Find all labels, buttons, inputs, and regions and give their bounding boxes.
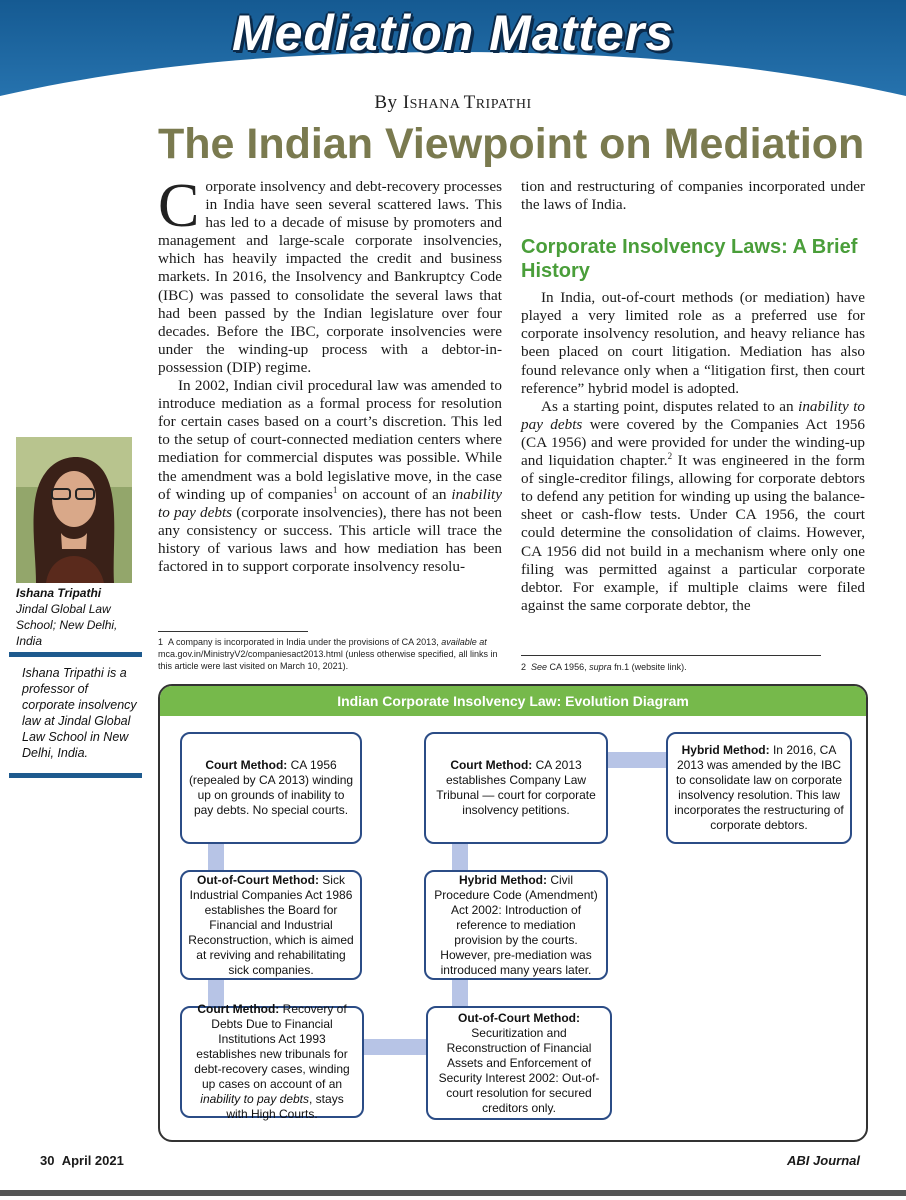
footnote-1: 1 A company is incorporated in India under the provisions of CA 2013, available at mca.gov.in/MinistryV2/companiesact2013.html (unless otherwise specified, all links in this article were last visited on March 10, 2021). — [158, 637, 498, 671]
connector — [452, 978, 468, 1008]
diagram-title: Indian Corporate Insolvency Law: Evolution Diagram — [160, 686, 866, 716]
page-number: 30 — [40, 1153, 55, 1168]
issue-date: April 2021 — [61, 1153, 124, 1168]
headline: The Indian Viewpoint on Mediation — [158, 120, 865, 168]
author-bio: Ishana Tripathi is a professor of corporate insolvency law at Jindal Global Law School in New Delhi, India. — [22, 666, 137, 760]
footnote-rule-2 — [521, 655, 821, 656]
diagram-box-court-method-debt-recovery: Court Method: Recovery of Debts Due to Financial Institutions Act 1993 establishes new tribunals for debt-recovery cases, winding up cases on account of an inability to pay debts, stays with High Courts. — [180, 1006, 364, 1118]
connector — [608, 752, 668, 768]
diagram-box-out-of-court-sick-companies: Out-of-Court Method: Sick Industrial Companies Act 1986 establishes the Board for Financial and Industrial Reconstruction, which is aimed at reviving and rehabilitating sick companies. — [180, 870, 362, 980]
diagram-box-hybrid-method-cpc: Hybrid Method: Civil Procedure Code (Amendment) Act 2002: Introduction of reference to mediation provision by the courts. However, pre-mediation was introduced many years later. — [424, 870, 608, 980]
page-footer-left — [40, 1153, 124, 1168]
article-column-1 — [158, 172, 502, 576]
author-photo — [16, 437, 132, 583]
author-caption — [16, 585, 146, 649]
section-subhead: Corporate Insolvency Laws: A Brief History — [521, 236, 858, 283]
paragraph-4: As a starting point, disputes related to an inability to pay debts were covered by the Companies Act 1956 (CA 1956) and were provided for under the winding-up and liquidation chapter.$^2$ It was engineered in the form of single-creditor filings, allowing for corporate debtors to defend any petition for winding up using the balance-sheet or cash-flow tests. Under CA 1956, the court could determine the consolidation of claims. However, CA 1956 did not build in a mechanism where only one filing was permitted against a particular corporate debtor. For example, if multiple claims were filed against the same corporate debtor, the — [521, 397, 866, 614]
footnote-rule-1 — [158, 631, 308, 632]
connector — [452, 842, 468, 872]
footer-rule — [0, 1190, 906, 1196]
sidebar-rule-top — [9, 652, 142, 657]
author-name: Ishana Tripathi — [16, 586, 102, 600]
diagram-box-out-of-court-sarfaesi: Out-of-Court Method: Securitization and Reconstruction of Financial Assets and Enforcement of Security Interest 2002: Out-of-court resolution for secured creditors only. — [426, 1006, 612, 1120]
diagram-box-court-method-ca2013: Court Method: CA 2013 establishes Company Law Tribunal — court for corporate insolvency petitions. — [424, 732, 608, 844]
sidebar-rule-bottom — [9, 773, 142, 778]
connector — [364, 1039, 428, 1055]
diagram-box-court-method-ca1956: Court Method: CA 1956 (repealed by CA 2013) winding up on grounds of inability to pay debts. No special courts. — [180, 732, 362, 844]
article-column-2 — [521, 178, 865, 615]
connector — [208, 842, 224, 872]
banner-title: Mediation Matters — [231, 5, 675, 61]
byline: By ISHANA TRIPATHI — [374, 92, 532, 113]
paragraph-3: In India, out-of-court methods (or mediation) have played a very limited role as a preferred use for corporate insolvency resolution, and heavy reliance has been placed on court litigation. Mediation has also found relevance only when a “litigation first, then court reference” hybrid model is adopted. — [521, 289, 865, 397]
footnote-2: 2 See CA 1956, supra fn.1 (website link). — [521, 662, 687, 672]
author-affiliation: Jindal Global Law School; New Delhi, India — [16, 602, 118, 648]
evolution-diagram — [158, 684, 868, 1142]
diagram-box-hybrid-method-ibc: Hybrid Method: In 2016, CA 2013 was amended by the IBC to consolidate law on corporate insolvency resolution. This law incorporates the restructuring of corporate debtors. — [666, 732, 852, 844]
paragraph-2: In 2002, Indian civil procedural law was amended to introduce mediation as a formal process for resolution for certain cases based on a court’s discretion. This led to the setup of court-connected mediation centers where mediation for commercial disputes was possible. While the amendment was a bold legislative move, in the case of winding up of companies$^1$ on account of an inability to pay debts (corporate insolvencies), there has not been any consistency or success. This article will trace the history of various laws and how mediation has been factored in to support corporate insolvency resolu- — [158, 377, 502, 575]
paragraph-1: Corporate insolvency and debt-recovery processes in India have seen several scattered laws. This has led to a decade of misuse by promoters and management and large-scale corporate insolvencies, which has heavily impacted the credit and business markets. In 2016, the Insolvency and Bankruptcy Code (IBC) was passed to consolidate the several laws that had been passed by the Indian legislature over four decades. Before the IBC, corporate insolvencies were under the winding-up process with a debtor-in-possession (DIP) regime. — [158, 172, 502, 376]
drop-cap: C — [158, 172, 200, 240]
journal-name: ABI Journal — [787, 1153, 860, 1168]
paragraph-2-continued: tion and restructuring of companies incorporated under the laws of India. — [521, 178, 865, 214]
